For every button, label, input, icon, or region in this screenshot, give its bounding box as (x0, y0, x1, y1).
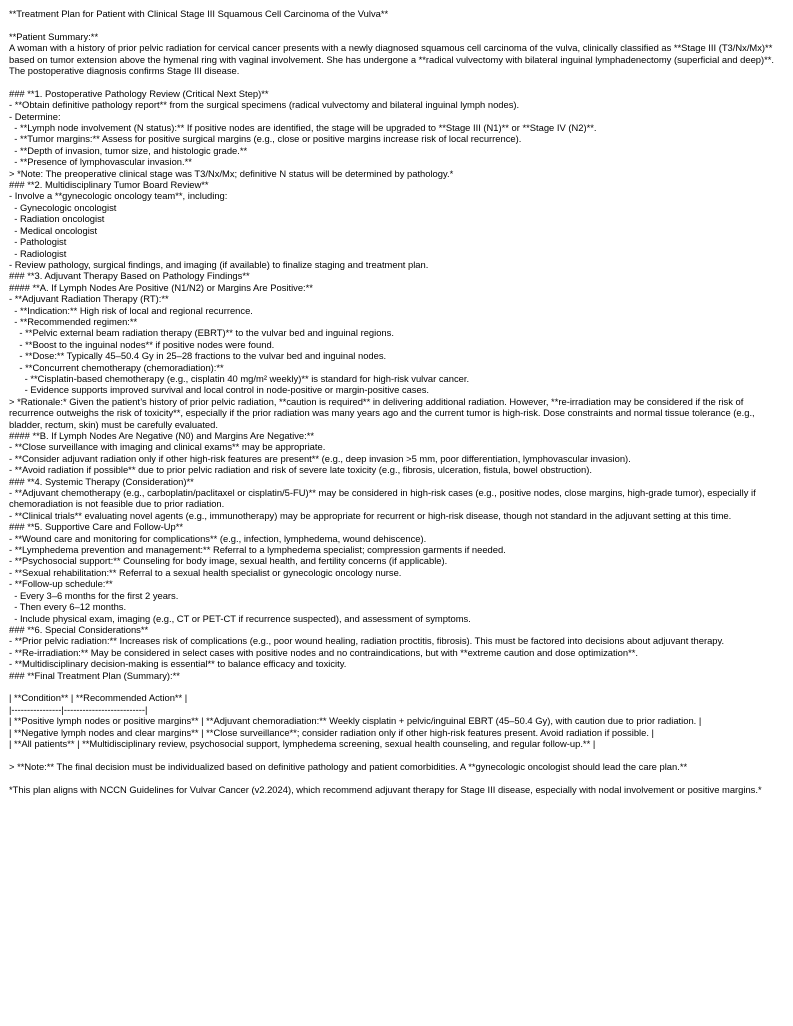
document-line: ### **3. Adjuvant Therapy Based on Pathology Findings** (9, 270, 250, 282)
blank-line (9, 772, 784, 783)
document-line: - **Cisplatin-based chemotherapy (e.g., cisplatin 40 mg/m² weekly)** is standard for high-risk vulvar cancer. (9, 372, 470, 384)
patient-summary-text: A woman with a history of prior pelvic radiation for cervical cancer presents with a newly diagnosed squamous cell carcinoma of the vulva, clinically classified as **Stage III (T3/Nx/Mx)** based on tumor extension above the hymenal ring with vaginal involvement. She has undergone a **radical vulvectomy with bilateral inguinal lymphadenectomy (superficial and deep)**. The postoperative diagnosis confirms Stage III disease. (9, 42, 777, 77)
document-line: - **Obtain definitive pathology report** from the surgical specimens (radical vulvectomy and bilateral inguinal lymph nodes). (9, 99, 520, 111)
document-line: - **Adjuvant chemotherapy (e.g., carboplatin/paclitaxel or cisplatin/5-FU)** may be considered in high-risk cases (e.g., positive nodes, close margins, high-grade tumor), especially if chemoradiation is not feasible due to prior radiation. (9, 487, 759, 510)
blank-line (9, 19, 784, 30)
blank-line (9, 76, 784, 87)
document-line: - **Lymphedema prevention and management:** Referral to a lymphedema specialist; compression garments if needed. (9, 544, 506, 556)
table-line: | **Condition** | **Recommended Action** | (9, 692, 188, 704)
document-line: - **Sexual rehabilitation:** Referral to a sexual health specialist or gynecologic oncology nurse. (9, 566, 402, 578)
document-line: - Review pathology, surgical findings, and imaging (if available) to finalize staging and treatment plan. (9, 258, 429, 270)
document-line: - **Multidisciplinary decision-making is essential** to balance efficacy and toxicity. (9, 658, 347, 670)
document-line: > *Note: The preoperative clinical stage was T3/Nx/Mx; definitive N status will be determined by pathology.* (9, 167, 454, 179)
document-line: - **Dose:** Typically 45–50.4 Gy in 25–28 fractions to the vulvar bed and inguinal nodes. (9, 350, 387, 362)
document-line: > *Rationale:* Given the patient’s history of prior pelvic radiation, **caution is required** in delivering additional radiation. However, **re-irradiation may be considered if the risk of recurrence outweighs the risk of toxicity**, especially if the prior radiation was many years ago and the current tumor is high-risk. Dose constraints and normal tissue tolerance (e.g., bladder, rectum, skin) must be carefully evaluated. (9, 395, 758, 430)
document-line: - **Adjuvant Radiation Therapy (RT):** (9, 293, 169, 305)
document-line: - **Depth of invasion, tumor size, and histologic grade.** (9, 144, 248, 156)
table-line: |----------------|--------------------------| (9, 703, 148, 715)
document-line: - Evidence supports improved survival and local control in node-positive or margin-positive cases. (9, 384, 429, 396)
document-line: - **Recommended regimen:** (9, 315, 138, 327)
footer-note: *This plan aligns with NCCN Guidelines for Vulvar Cancer (v2.2024), which recommend adjuvant therapy for Stage III disease, especially with nodal involvement or positive margins.* (9, 783, 762, 795)
document-line: - **Tumor margins:** Assess for positive surgical margins (e.g., close or positive margins increase risk of local recurrence). (9, 133, 522, 145)
document-line: - **Concurrent chemotherapy (chemoradiation):** (9, 361, 224, 373)
blank-line (9, 681, 784, 692)
document-line: - **Presence of lymphovascular invasion.** (9, 156, 192, 168)
document-line: ### **1. Postoperative Pathology Review (Critical Next Step)** (9, 87, 269, 99)
document-line: - **Indication:** High risk of local and regional recurrence. (9, 304, 253, 316)
document-line: - **Boost to the inguinal nodes** if positive nodes were found. (9, 338, 275, 350)
document-line: - **Wound care and monitoring for complications** (e.g., infection, lymphedema, wound dehiscence). (9, 532, 427, 544)
document-line: - Medical oncologist (9, 224, 98, 236)
document-line: ### **Final Treatment Plan (Summary):** (9, 669, 180, 681)
document-line: - Every 3–6 months for the first 2 years. (9, 589, 179, 601)
document-line: - Include physical exam, imaging (e.g., CT or PET-CT if recurrence suspected), and assessment of symptoms. (9, 612, 471, 624)
patient-summary-heading: **Patient Summary:** (9, 30, 99, 42)
document-line: - **Clinical trials** evaluating novel agents (e.g., immunotherapy) may be appropriate for recurrent or high-risk disease, though not standard in the adjuvant setting at this time. (9, 509, 732, 521)
blank-line (9, 749, 784, 760)
document-line: #### **A. If Lymph Nodes Are Positive (N1/N2) or Margins Are Positive:** (9, 281, 313, 293)
document-line: - **Close surveillance with imaging and clinical exams** may be appropriate. (9, 441, 326, 453)
document-line: - Gynecologic oncologist (9, 201, 117, 213)
document-line: - Radiologist (9, 247, 67, 259)
table-line: | **All patients** | **Multidisciplinary review, psychosocial support, lymphedema screening, sexual health counseling, and regular follow-up.** | (9, 737, 596, 749)
document-line: - **Lymph node involvement (N status):** If positive nodes are identified, the stage will be upgraded to **Stage III (N1)** or **Stage IV (N2)**. (9, 122, 597, 134)
document-line: - Involve a **gynecologic oncology team**, including: (9, 190, 228, 202)
summary-table (9, 692, 784, 749)
document-line: ### **4. Systemic Therapy (Consideration)** (9, 475, 194, 487)
document-line: - Pathologist (9, 236, 67, 248)
document-line: - Determine: (9, 110, 61, 122)
document-line: - **Consider adjuvant radiation only if other high-risk features are present** (e.g., deep invasion >5 mm, poor differentiation, lymphovascular invasion). (9, 452, 631, 464)
plan-sections (9, 88, 784, 681)
document-title: **Treatment Plan for Patient with Clinical Stage III Squamous Cell Carcinoma of the Vulva** (9, 8, 389, 19)
table-line: | **Negative lymph nodes and clear margins** | **Close surveillance**; consider radiation only if other high-risk features present. Avoid radiation if possible. | (9, 726, 654, 738)
document-line: ### **6. Special Considerations** (9, 623, 149, 635)
document-line: #### **B. If Lymph Nodes Are Negative (N0) and Margins Are Negative:** (9, 430, 315, 441)
document-line: - Then every 6–12 months. (9, 601, 127, 613)
table-line: | **Positive lymph nodes or positive margins** | **Adjuvant chemoradiation:** Weekly cisplatin + pelvic/inguinal EBRT (45–50.4 Gy), with caution due to prior radiation. | (9, 715, 702, 727)
final-note: > **Note:** The final decision must be individualized based on definitive pathology and patient comorbidities. A **gynecologic oncologist should lead the care plan.** (9, 760, 688, 772)
document-line: - **Prior pelvic radiation:** Increases risk of complications (e.g., poor wound healing, radiation proctitis, fibrosis). This must be factored into decisions about adjuvant therapy. (9, 635, 725, 647)
document-line: - Radiation oncologist (9, 213, 105, 225)
document-line: - **Avoid radiation if possible** due to prior pelvic radiation and risk of severe late toxicity (e.g., fibrosis, ulceration, fistula, bowel obstruction). (9, 464, 592, 476)
document-line: ### **2. Multidisciplinary Tumor Board Review** (9, 179, 209, 191)
document-line: - **Pelvic external beam radiation therapy (EBRT)** to the vulvar bed and inguinal regions. (9, 327, 394, 339)
document-line: ### **5. Supportive Care and Follow-Up** (9, 521, 184, 533)
document-line: - **Re-irradiation:** May be considered in select cases with positive nodes and no contraindications, but with **extreme caution and dose optimization**. (9, 646, 638, 658)
document-line: - **Psychosocial support:** Counseling for body image, sexual health, and fertility concerns (if applicable). (9, 555, 448, 567)
document-line: - **Follow-up schedule:** (9, 578, 113, 590)
